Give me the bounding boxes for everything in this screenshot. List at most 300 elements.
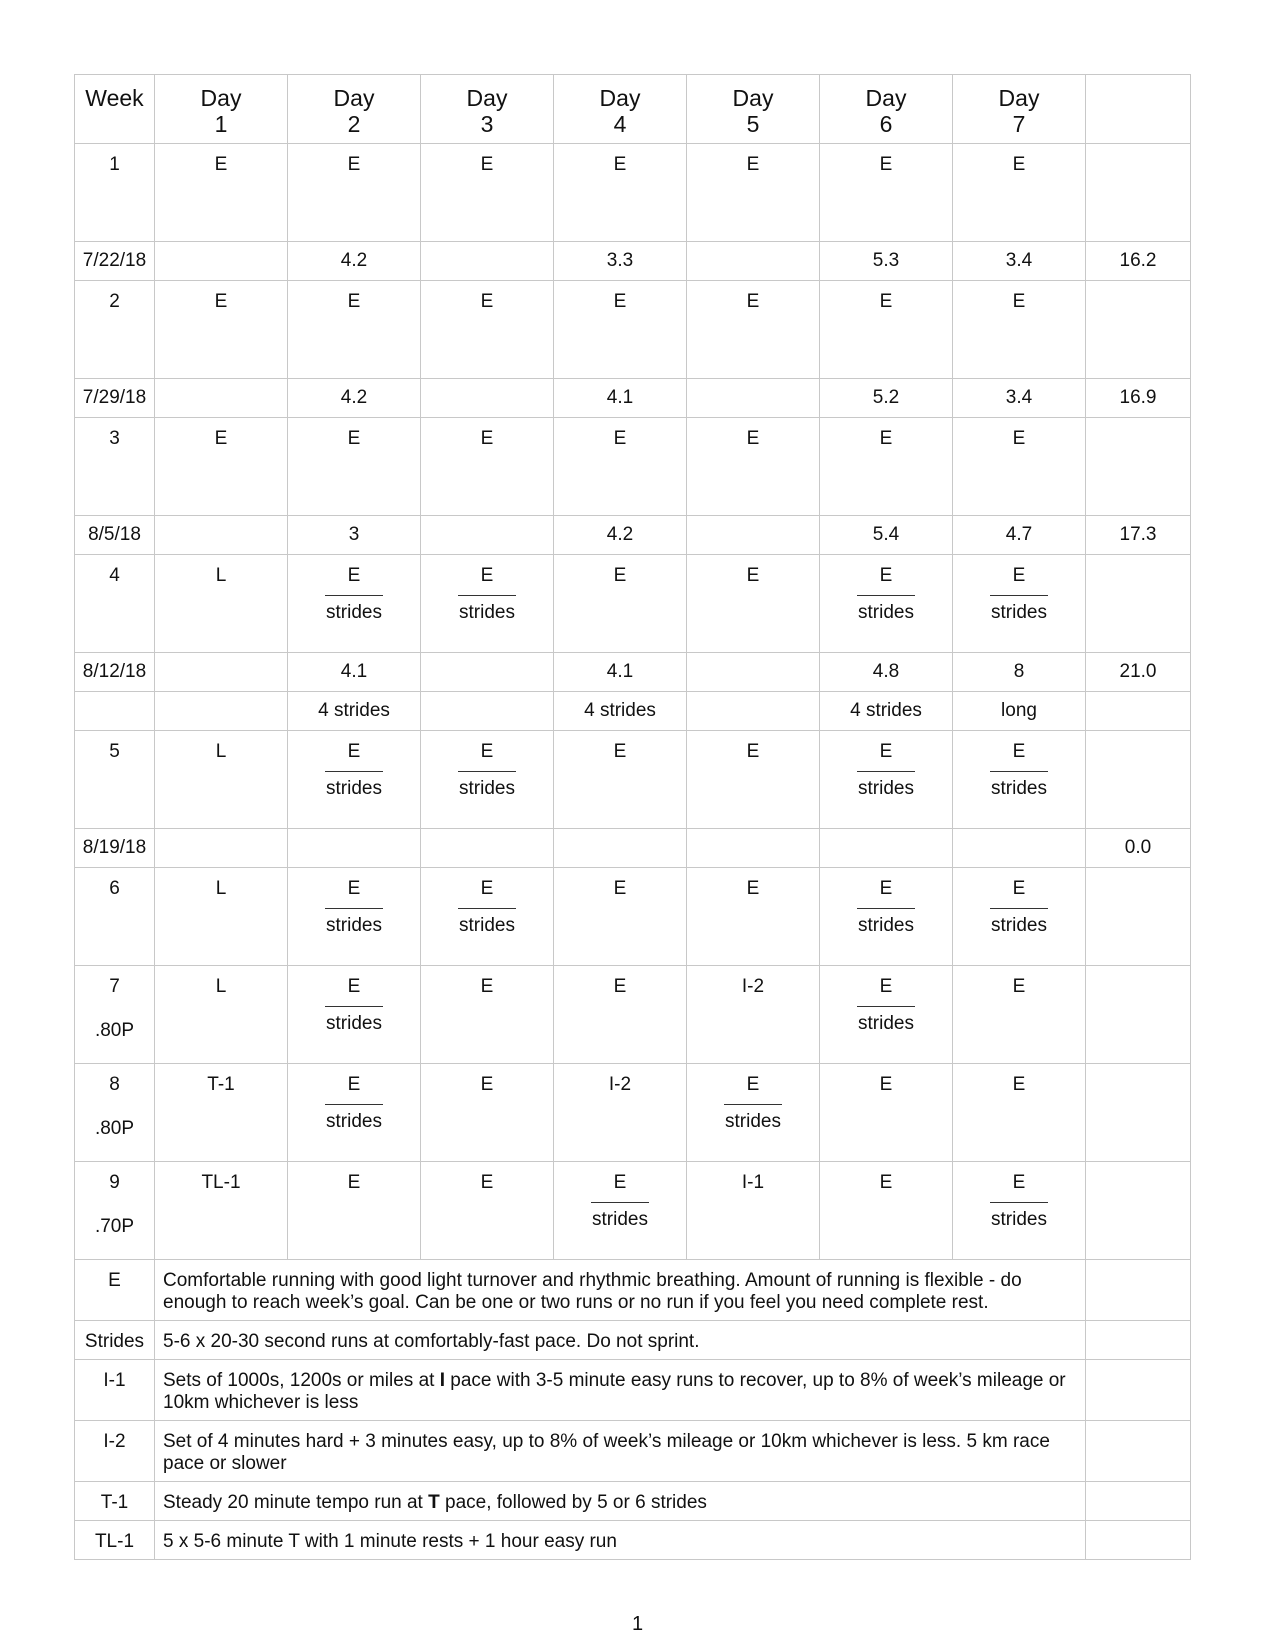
workout-note: strides <box>326 602 382 623</box>
workout-code: E <box>613 428 627 449</box>
workout-code: E <box>347 878 361 899</box>
workout-cell <box>820 281 953 379</box>
workout-cell <box>554 868 687 966</box>
workout-code: E <box>214 428 228 449</box>
weekly-total: 21.0 <box>1086 653 1191 692</box>
workout-code: E <box>613 1172 627 1193</box>
legend-text: 5-6 x 20-30 second runs at comfortably-fast pace. Do not sprint. <box>163 1331 700 1352</box>
workout-code: E <box>613 878 627 899</box>
week-percent: .80P <box>94 1118 135 1139</box>
legend-text: Comfortable running with good light turnover and rhythmic breathing. Amount of running is flexible - do enough to reach week’s goal. Can be one or two runs or no run if you feel you need complete rest. <box>163 1270 1022 1313</box>
week-row <box>75 144 1191 242</box>
workout-cell <box>687 281 820 379</box>
week-row <box>75 281 1191 379</box>
week-row <box>75 731 1191 829</box>
workout-cell <box>288 144 421 242</box>
divider-line <box>724 1104 782 1105</box>
mileage-value <box>687 516 820 555</box>
workout-note: strides <box>725 1111 781 1132</box>
workout-note: strides <box>991 602 1047 623</box>
workout-code: E <box>879 878 893 899</box>
week-number-cell <box>75 1162 155 1260</box>
workout-code: I-1 <box>741 1172 765 1193</box>
total-cell <box>1086 966 1191 1064</box>
total-cell <box>1086 731 1191 829</box>
mileage-value: 3.4 <box>953 379 1086 418</box>
workout-code: E <box>613 565 627 586</box>
day-label: Day <box>998 85 1040 111</box>
week-number: 8 <box>109 1074 120 1095</box>
workout-cell <box>820 144 953 242</box>
weekly-total: 16.9 <box>1086 379 1191 418</box>
week-date: 7/22/18 <box>75 242 155 281</box>
workout-cell <box>953 966 1086 1064</box>
day-label: Day <box>732 85 774 111</box>
workout-code: E <box>480 154 494 175</box>
workout-cell <box>155 281 288 379</box>
day-number: 6 <box>879 111 893 137</box>
header-day-6 <box>820 75 953 144</box>
workout-cell <box>421 868 554 966</box>
workout-cell <box>155 868 288 966</box>
workout-code: E <box>347 565 361 586</box>
workout-code: E <box>1012 976 1026 997</box>
legend-row <box>75 1521 1191 1560</box>
workout-code: E <box>879 976 893 997</box>
workout-cell <box>687 731 820 829</box>
day-label: Day <box>200 85 242 111</box>
workout-code: E <box>879 428 893 449</box>
legend-text: 5 x 5-6 minute T with 1 minute rests + 1 hour easy run <box>163 1531 617 1552</box>
mileage-value: 3.4 <box>953 242 1086 281</box>
divider-line <box>458 595 516 596</box>
workout-cell <box>554 144 687 242</box>
legend-blank-cell <box>1086 1421 1191 1482</box>
workout-code: E <box>347 976 361 997</box>
workout-code: E <box>879 154 893 175</box>
mileage-value: 4.2 <box>288 379 421 418</box>
legend-row <box>75 1421 1191 1482</box>
week-row <box>75 1064 1191 1162</box>
workout-code: TL-1 <box>201 1172 241 1193</box>
workout-note: strides <box>592 1209 648 1230</box>
total-cell <box>1086 418 1191 516</box>
workout-code: E <box>613 154 627 175</box>
workout-code: E <box>1012 428 1026 449</box>
workout-cell <box>820 1162 953 1260</box>
legend-text: Set of 4 minutes hard + 3 minutes easy, up to 8% of week’s mileage or 10km whichever is less. 5 km race pace or slower <box>163 1431 1050 1474</box>
legend-bold-term: I <box>439 1370 445 1391</box>
day-number: 4 <box>613 111 627 137</box>
workout-cell <box>155 966 288 1064</box>
workout-code: E <box>746 291 760 312</box>
weekly-total <box>1086 692 1191 731</box>
day-label: Day <box>599 85 641 111</box>
workout-cell <box>421 281 554 379</box>
workout-code: L <box>215 976 227 997</box>
week-row <box>75 966 1191 1064</box>
week-number-cell <box>75 868 155 966</box>
total-cell <box>1086 144 1191 242</box>
workout-cell <box>288 418 421 516</box>
day-label: Day <box>333 85 375 111</box>
divider-line <box>325 1006 383 1007</box>
workout-code: E <box>746 741 760 762</box>
workout-cell <box>554 418 687 516</box>
legend-key: E <box>75 1260 155 1321</box>
week-number-cell <box>75 966 155 1064</box>
workout-code: E <box>746 1074 760 1095</box>
header-day-5 <box>687 75 820 144</box>
week-number: 3 <box>109 428 120 449</box>
workout-code: E <box>480 428 494 449</box>
divider-line <box>591 1202 649 1203</box>
week-number: 6 <box>109 878 120 899</box>
day-number: 7 <box>1012 111 1026 137</box>
workout-note: strides <box>991 778 1047 799</box>
workout-cell <box>288 1162 421 1260</box>
workout-code: E <box>347 291 361 312</box>
mileage-row <box>75 653 1191 692</box>
workout-code: L <box>215 741 227 762</box>
legend-key: T-1 <box>75 1482 155 1521</box>
workout-code: E <box>1012 291 1026 312</box>
mileage-value: 3.3 <box>554 242 687 281</box>
legend-blank-cell <box>1086 1482 1191 1521</box>
workout-cell <box>953 1162 1086 1260</box>
week-percent: .80P <box>94 1020 135 1041</box>
mileage-value <box>155 242 288 281</box>
workout-cell <box>421 555 554 653</box>
week-number: 2 <box>109 291 120 312</box>
total-cell <box>1086 555 1191 653</box>
total-cell <box>1086 1064 1191 1162</box>
day-number: 5 <box>746 111 760 137</box>
workout-code: E <box>1012 154 1026 175</box>
workout-cell <box>155 555 288 653</box>
mileage-value <box>687 242 820 281</box>
legend-text: pace, followed by 5 or 6 strides <box>439 1492 707 1513</box>
workout-code: E <box>879 741 893 762</box>
page-number: 1 <box>631 1613 644 1635</box>
legend-text: Steady 20 minute tempo run at <box>163 1492 429 1513</box>
workout-code: E <box>879 1074 893 1095</box>
legend-text: Sets of 1000s, 1200s or miles at <box>163 1370 440 1391</box>
workout-cell <box>953 1064 1086 1162</box>
workout-cell <box>155 144 288 242</box>
workout-cell <box>155 1064 288 1162</box>
total-cell <box>1086 868 1191 966</box>
legend-blank-cell <box>1086 1521 1191 1560</box>
workout-cell <box>687 1162 820 1260</box>
week-number: 5 <box>109 741 120 762</box>
mileage-value: 5.2 <box>820 379 953 418</box>
mileage-note: 4 strides <box>288 692 421 731</box>
workout-code: E <box>347 741 361 762</box>
divider-line <box>857 1006 915 1007</box>
workout-cell <box>421 1162 554 1260</box>
workout-code: E <box>1012 878 1026 899</box>
workout-cell <box>421 144 554 242</box>
divider-line <box>458 771 516 772</box>
workout-cell <box>288 555 421 653</box>
week-number-cell <box>75 1064 155 1162</box>
workout-cell <box>687 966 820 1064</box>
week-number: 9 <box>109 1172 120 1193</box>
legend-row <box>75 1482 1191 1521</box>
workout-cell <box>421 418 554 516</box>
legend-row <box>75 1360 1191 1421</box>
mileage-value <box>820 829 953 868</box>
legend-key: Strides <box>75 1321 155 1360</box>
week-percent: .70P <box>94 1216 135 1237</box>
weekly-total: 0.0 <box>1086 829 1191 868</box>
mileage-value: 4.2 <box>554 516 687 555</box>
mileage-value: 3 <box>288 516 421 555</box>
workout-code: E <box>214 154 228 175</box>
workout-note: strides <box>326 1111 382 1132</box>
mileage-value <box>155 516 288 555</box>
mileage-note: 4 strides <box>554 692 687 731</box>
workout-code: E <box>746 565 760 586</box>
week-number: 1 <box>109 154 120 175</box>
day-label: Day <box>865 85 907 111</box>
divider-line <box>990 771 1048 772</box>
workout-note: strides <box>326 1013 382 1034</box>
mileage-value <box>554 829 687 868</box>
mileage-value: 5.3 <box>820 242 953 281</box>
workout-code: E <box>613 291 627 312</box>
workout-code: E <box>480 976 494 997</box>
workout-code: E <box>1012 1074 1026 1095</box>
week-number-cell <box>75 144 155 242</box>
divider-line <box>458 908 516 909</box>
workout-cell <box>953 281 1086 379</box>
workout-code: E <box>1012 741 1026 762</box>
workout-note: strides <box>459 778 515 799</box>
workout-code: E <box>347 1172 361 1193</box>
legend-description <box>155 1360 1086 1421</box>
mileage-value <box>421 829 554 868</box>
workout-cell <box>687 555 820 653</box>
workout-cell <box>288 966 421 1064</box>
mileage-value <box>155 379 288 418</box>
workout-cell <box>155 1162 288 1260</box>
legend-bold-term: T <box>428 1492 440 1513</box>
workout-cell <box>554 731 687 829</box>
mileage-value <box>687 379 820 418</box>
workout-code: E <box>1012 1172 1026 1193</box>
mileage-value: 4.1 <box>554 379 687 418</box>
workout-code: E <box>879 565 893 586</box>
mileage-row <box>75 379 1191 418</box>
day-number: 1 <box>214 111 228 137</box>
mileage-value: 8 <box>953 653 1086 692</box>
legend-key: I-1 <box>75 1360 155 1421</box>
mileage-value <box>288 829 421 868</box>
mileage-value: 4.1 <box>288 653 421 692</box>
workout-code: E <box>347 1074 361 1095</box>
mileage-value <box>687 653 820 692</box>
divider-line <box>857 908 915 909</box>
workout-note: strides <box>858 1013 914 1034</box>
legend-row <box>75 1321 1191 1360</box>
workout-cell <box>554 1162 687 1260</box>
mileage-note <box>155 692 288 731</box>
mileage-value: 4.7 <box>953 516 1086 555</box>
week-number: 4 <box>109 565 120 586</box>
workout-code: I-2 <box>608 1074 632 1095</box>
day-label: Day <box>466 85 508 111</box>
header-day-3 <box>421 75 554 144</box>
workout-code: E <box>1012 565 1026 586</box>
workout-cell <box>421 1064 554 1162</box>
divider-line <box>990 595 1048 596</box>
workout-cell <box>288 1064 421 1162</box>
mileage-value <box>953 829 1086 868</box>
header-total <box>1086 75 1191 144</box>
schedule-body <box>75 75 1191 1560</box>
workout-cell <box>820 966 953 1064</box>
header-day-1 <box>155 75 288 144</box>
legend-blank-cell <box>1086 1321 1191 1360</box>
workout-cell <box>687 1064 820 1162</box>
workout-cell <box>687 144 820 242</box>
workout-cell <box>820 731 953 829</box>
week-date: 8/5/18 <box>75 516 155 555</box>
header-row <box>75 75 1191 144</box>
header-week: Week <box>75 75 155 144</box>
mileage-row <box>75 516 1191 555</box>
workout-cell <box>554 555 687 653</box>
week-date-empty <box>75 692 155 731</box>
workout-cell <box>554 1064 687 1162</box>
workout-code: E <box>480 741 494 762</box>
week-number-cell <box>75 418 155 516</box>
week-row <box>75 868 1191 966</box>
week-row <box>75 1162 1191 1260</box>
workout-note: strides <box>459 602 515 623</box>
week-number: 7 <box>109 976 120 997</box>
workout-cell <box>554 966 687 1064</box>
workout-code: E <box>347 154 361 175</box>
legend-description <box>155 1260 1086 1321</box>
legend-description <box>155 1521 1086 1560</box>
mileage-note: 4 strides <box>820 692 953 731</box>
workout-note: strides <box>858 602 914 623</box>
workout-code: E <box>480 878 494 899</box>
day-number: 2 <box>347 111 361 137</box>
day-number: 3 <box>480 111 494 137</box>
mileage-value <box>421 242 554 281</box>
week-row <box>75 418 1191 516</box>
workout-cell <box>953 144 1086 242</box>
workout-cell <box>687 868 820 966</box>
legend-blank-cell <box>1086 1360 1191 1421</box>
mileage-note: long <box>953 692 1086 731</box>
total-cell <box>1086 281 1191 379</box>
workout-note: strides <box>991 915 1047 936</box>
divider-line <box>990 908 1048 909</box>
mileage-note <box>687 692 820 731</box>
mileage-row <box>75 242 1191 281</box>
workout-note: strides <box>858 778 914 799</box>
workout-code: E <box>746 428 760 449</box>
workout-cell <box>554 281 687 379</box>
divider-line <box>325 771 383 772</box>
week-number-cell <box>75 281 155 379</box>
mileage-note-row <box>75 692 1191 731</box>
training-schedule-table <box>74 74 1191 1560</box>
header-day-2 <box>288 75 421 144</box>
workout-cell <box>953 418 1086 516</box>
mileage-value <box>421 653 554 692</box>
legend-description <box>155 1421 1086 1482</box>
workout-cell <box>288 281 421 379</box>
workout-cell <box>687 418 820 516</box>
workout-code: E <box>480 1074 494 1095</box>
workout-cell <box>820 555 953 653</box>
legend-text: pace with 3-5 minute easy runs to recover, up to 8% of week’s mileage or 10km whichever is less <box>163 1370 1066 1413</box>
mileage-row <box>75 829 1191 868</box>
workout-code: E <box>746 878 760 899</box>
mileage-value <box>421 516 554 555</box>
legend-blank-cell <box>1086 1260 1191 1321</box>
mileage-value: 4.1 <box>554 653 687 692</box>
workout-cell <box>820 1064 953 1162</box>
mileage-value: 4.8 <box>820 653 953 692</box>
divider-line <box>857 595 915 596</box>
workout-cell <box>421 731 554 829</box>
legend-key: I-2 <box>75 1421 155 1482</box>
divider-line <box>990 1202 1048 1203</box>
divider-line <box>325 595 383 596</box>
week-date: 7/29/18 <box>75 379 155 418</box>
mileage-value <box>687 829 820 868</box>
workout-code: E <box>480 291 494 312</box>
mileage-value: 4.2 <box>288 242 421 281</box>
mileage-value <box>421 379 554 418</box>
workout-cell <box>288 868 421 966</box>
workout-code: E <box>879 291 893 312</box>
week-number-cell <box>75 731 155 829</box>
workout-cell <box>155 418 288 516</box>
workout-code: E <box>214 291 228 312</box>
header-day-4 <box>554 75 687 144</box>
workout-note: strides <box>991 1209 1047 1230</box>
workout-cell <box>953 555 1086 653</box>
workout-code: E <box>480 565 494 586</box>
workout-cell <box>288 731 421 829</box>
workout-note: strides <box>326 915 382 936</box>
workout-note: strides <box>858 915 914 936</box>
weekly-total: 16.2 <box>1086 242 1191 281</box>
legend-description <box>155 1321 1086 1360</box>
workout-cell <box>820 868 953 966</box>
workout-code: I-2 <box>741 976 765 997</box>
workout-cell <box>953 731 1086 829</box>
workout-code: E <box>879 1172 893 1193</box>
workout-code: T-1 <box>207 1074 235 1095</box>
divider-line <box>325 1104 383 1105</box>
weekly-total: 17.3 <box>1086 516 1191 555</box>
total-cell <box>1086 1162 1191 1260</box>
mileage-note <box>421 692 554 731</box>
workout-code: E <box>613 741 627 762</box>
workout-code: L <box>215 565 227 586</box>
workout-code: E <box>347 428 361 449</box>
workout-cell <box>820 418 953 516</box>
